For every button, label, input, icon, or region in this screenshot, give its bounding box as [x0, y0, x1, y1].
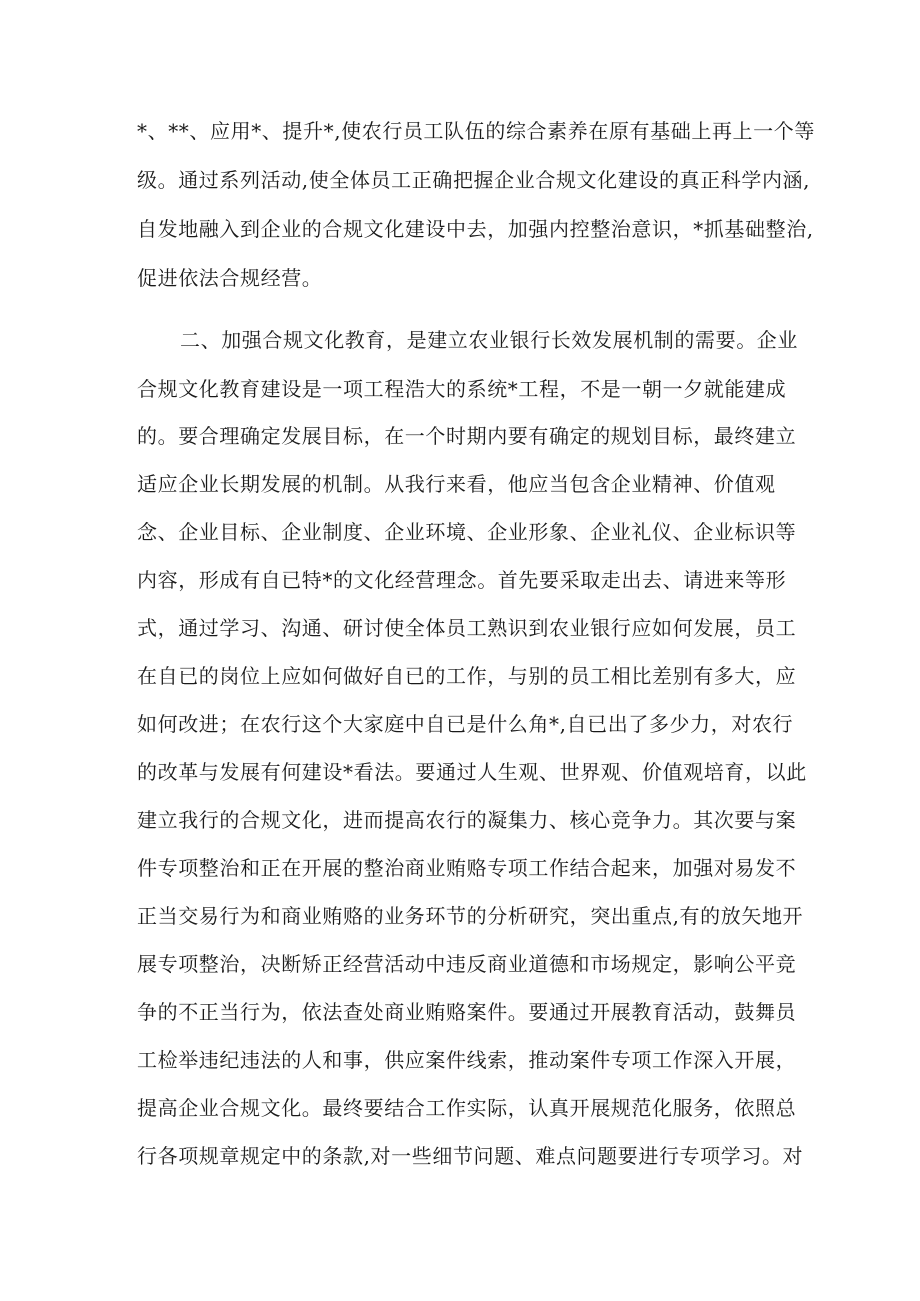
paragraph-2-line-4: 适应企业长期发展的机制。从我行来看，他应当包含企业精神、价值观 — [137, 472, 776, 496]
paragraph-2-line-5: 念、企业目标、企业制度、企业环境、企业形象、企业礼仪、企业标识等 — [137, 520, 797, 544]
paragraph-2-line-16: 工检举违纪违法的人和事，供应案件线索，推动案件专项工作深入开展， — [137, 1048, 797, 1072]
paragraph-2-line-6: 内容，形成有自已特*的文化经营理念。首先要采取走出去、请进来等形 — [137, 568, 787, 592]
paragraph-2-line-3: 的。要合理确定发展目标，在一个时期内要有确定的规划目标，最终建立 — [137, 424, 797, 448]
paragraph-1-line-4: 促进依法合规经营。 — [137, 266, 323, 290]
paragraph-2-line-9: 如何改进；在农行这个大家庭中自已是什么角*,自已出了多少力，对农行 — [137, 712, 794, 736]
paragraph-2-line-14: 展专项整治，决断矫正经营活动中违反商业道德和市场规定，影响公平竞 — [137, 952, 797, 976]
paragraph-2-line-12: 件专项整治和正在开展的整治商业贿赂专项工作结合起来，加强对易发不 — [137, 856, 797, 880]
paragraph-2-line-7: 式，通过学习、沟通、研讨使全体员工熟识到农业银行应如何发展，员工 — [137, 616, 797, 640]
paragraph-2-line-18: 行各项规章规定中的条款,对一些细节问题、难点问题要进行专项学习。对 — [137, 1144, 804, 1168]
paragraph-2-line-2: 合规文化教育建设是一项工程浩大的系统*工程，不是一朝一夕就能建成 — [137, 377, 787, 401]
paragraph-2-line-8: 在自已的岗位上应如何做好自已的工作，与别的员工相比差别有多大，应 — [137, 664, 797, 688]
paragraph-2-line-13: 正当交易行为和商业贿赂的业务环节的分析研究，突出重点,有的放矢地开 — [137, 904, 804, 928]
paragraph-2-line-15: 争的不正当行为，依法查处商业贿赂案件。要通过开展教育活动，鼓舞员 — [137, 1000, 797, 1024]
paragraph-1-line-1: *、**、应用*、提升*,使农行员工队伍的综合素养在原有基础上再上一个等 — [137, 119, 815, 143]
paragraph-2-line-11: 建立我行的合规文化，进而提高农行的凝集力、核心竞争力。其次要与案 — [137, 808, 797, 832]
paragraph-1-line-3: 自发地融入到企业的合规文化建设中去，加强内控整治意识，*抓基础整治, — [137, 217, 814, 241]
paragraph-2-line-1: 二、加强合规文化教育，是建立农业银行长效发展机制的需要。企业 — [180, 328, 798, 352]
paragraph-1-line-2: 级。通过系列活动,使全体员工正确把握企业合规文化建设的真正科学内涵, — [137, 168, 811, 192]
paragraph-2-line-10: 的改革与发展有何建设*看法。要通过人生观、世界观、价值观培育，以此 — [137, 760, 807, 784]
paragraph-2-line-17: 提高企业合规文化。最终要结合工作实际，认真开展规范化服务，依照总 — [137, 1096, 797, 1120]
